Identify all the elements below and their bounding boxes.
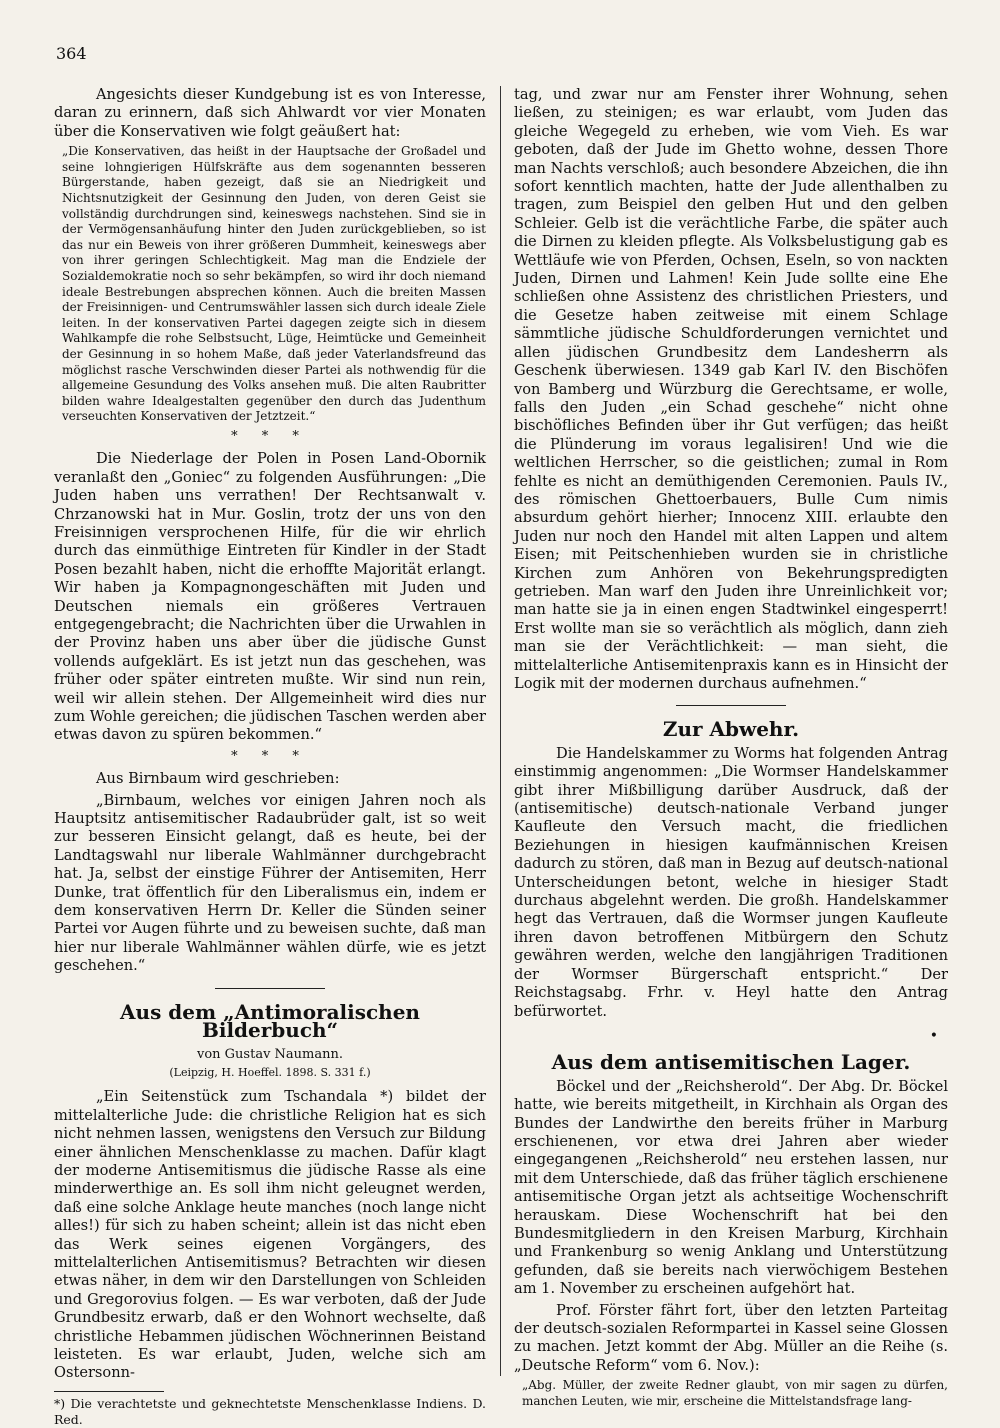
mueller-quote: „Abg. Müller, der zweite Redner glaubt, von mir sagen zu dürfen, manchen Leuten, wie mir, erscheine die Mittelstandsfrage lang-	[522, 1378, 948, 1408]
right-column	[514, 86, 948, 1412]
article-byline: von Gustav Naumann.	[196, 1046, 343, 1062]
intro-paragraph: Angesichts dieser Kundgebung ist es von Interesse, daran zu erinnern, daß sich Ahlwardt vor vier Monaten über die Konservativen wie folgt geäußert hat:	[54, 86, 486, 140]
polen-paragraph: Die Niederlage der Polen in Posen Land-Obornik veranlaßt den „Goniec“ zu folgenden Ausführungen: „Die Juden haben uns verrathen! Der Rechtsanwalt v. Chrzanowski hat in Mur. Goslin, trotz der uns von den Freisinnigen versprochenen Hilfe, für die wir ehrlich durch das einmüthige Eintreten für Kindler in der Stadt Posen bezahlt haben, nicht die erhoffte Majorität erlangt. Wir haben ja Kompagnongeschäften mit Juden und Deutschen niemals ein größeres Vertrauen entgegengebracht; die Nachrichten über die Urwahlen in der Provinz haben uns aber über die jüdische Gunst vollends aufgeklärt. Es ist jetzt nun das geschehen, was früher oder später eintreten mußte. Wir sind nun rein, weil wir allein stehen. Der Allgemeinheit wird dies nur zum Wohle gereichen; die jüdischen Taschen werden aber etwas davon zu spüren bekommen.“	[54, 450, 486, 744]
page-number: 364	[56, 44, 87, 63]
column-divider	[500, 86, 501, 1376]
section-heading-lager: Aus dem antisemitischen Lager.	[551, 1050, 911, 1075]
footnote-divider	[54, 1391, 164, 1392]
handelskammer-paragraph: Die Handelskammer zu Worms hat folgenden Antrag einstimmig angenommen: „Die Wormser Handelskammer gibt ihrer Mißbilligung darüber Ausdruck, daß der (antisemitische) deutsch-nationale Verband junger Kaufleute den Versuch macht, die friedlichen Beziehungen in hiesigen kaufmännischen Kreisen dadurch zu stören, daß man in Bezug auf deutsch-national Unterscheidungen betont, welche in hiesiger Stadt durchaus abgelehnt werden. Die großh. Handelskammer hegt das Vertrauen, daß die Wormser jungen Kaufleute ihren davon betroffenen Mitbürgern den Schutz gewähren werden, welche den langjährigen Traditionen der Wormser Bürgerschaft entspricht.“ Der Reichstagsabg. Frhr. v. Heyl hatte den Antrag befürwortet.	[514, 744, 948, 1020]
bilderbuch-paragraph: „Ein Seitenstück zum Tschandala *) bildet der mittelalterliche Jude: die christliche Religion hat es sich nicht nehmen lassen, wenigstens den Versuch zur Bildung einer ähnlichen Menschenklasse zu machen. Dafür klagt der moderne Antisemitismus die jüdische Rasse als eine minderwerthige an. Es soll ihm nicht geleugnet werden, daß eine solche Anklage heute manches (noch lange nicht alles!) für sich zu haben scheint; allein ist das nicht eben das Werk seines eigenen Vorgängers, des mittelalterlichen Antisemitismus? Betrachten wir diesen etwas näher, in dem wir den Darstellungen von Schleiden und Gregorovius folgen. — Es war verboten, daß der Jude Grundbesitz erwarb, daß er den Wohnort wechselte, daß christliche Hebammen jüdischen Wöchnerinnen Beistand leisteten. Es war erlaubt, Juden, welche sich am Ostersonn-	[54, 1088, 486, 1382]
birnbaum-intro: Aus Birnbaum wird geschrieben:	[96, 770, 340, 788]
foerster-paragraph: Prof. Förster fährt fort, über den letzten Parteitag der deutsch-sozialen Reformpartei in Kassel seine Glossen zu machen. Jetzt kommt der Abg. Müller an die Reihe (s. „Deutsche Reform“ vom 6. Nov.):	[514, 1301, 948, 1374]
boeckel-paragraph: Böckel und der „Reichsherold“. Der Abg. Dr. Böckel hatte, wie bereits mitgetheilt, in Kirchhain als Organ des Bundes der Landwirthe den bereits früher in Marburg erschienenen, vor etwa drei Jahren aber wieder eingegangenen „Reichsherold“ neu erstehen lassen, nur mit dem Unterschiede, daß das früher täglich erschienene antisemitische Organ jetzt als achtseitige Wochenschrift herauskam. Diese Wochenschrift hat bei den Bundesmitgliedern in den Kreisen Marburg, Kirchhain und Frankenburg so wenig Anklang und Unterstützung gefunden, daß sie bereits nach vierwöchigem Bestehen am 1. November zu erscheinen aufgehört hat.	[514, 1077, 948, 1298]
ahlwardt-quote: „Die Konservativen, das heißt in der Hauptsache der Großadel und seine lohngierigen Hülfskräfte aus dem sogenannten besseren Bürgerstande, haben gezeigt, daß sie an Niedrigkeit und Nichtsnutzigkeit der Gesinnung den Juden, von deren Geist sie vollständig durchdrungen sind, keineswegs nachstehen. Sind sie in der Vermögensanhäufung hinter den Juden zurückgeblieben, so ist das nur ein Beweis von ihrer größeren Dummheit, keineswegs aber von ihrer geringen Schlechtigkeit. Mag man die Endziele der Sozialdemokratie noch so sehr bekämpfen, so wird ihr doch niemand ideale Bestrebungen absprechen können. Auch die breiten Massen der Freisinnigen- und Centrumswähler lassen sich durch ideale Ziele leiten. In der konservativen Partei dagegen zeigte sich in diesem Wahlkampfe die rohe Selbstsucht, Lüge, Heimtücke und Gemeinheit der Gesinnung in so hohem Maße, daß jeder Vaterlandsfreund das möglichst rasche Verschwinden dieser Partei als nothwendig für die allgemeine Gesundung des Volks ansehen muß. Die alten Raubritter bilden wahre Idealgestalten gegenüber den durch das Judenthum verseuchten Konservativen der Jetztzeit.“	[62, 144, 486, 424]
section-separator: * * *	[231, 428, 309, 444]
article-divider-right	[676, 705, 786, 706]
section-separator-2: * * *	[231, 748, 309, 764]
footnote: *) Die verachtetste und geknechtetste Menschenklasse Indiens. D. Red.	[54, 1395, 486, 1427]
section-heading-abwehr: Zur Abwehr.	[662, 717, 800, 742]
article-pubinfo: (Leipzig, H. Hoeffel. 1898. S. 331 f.)	[169, 1065, 371, 1079]
article-heading-bilderbuch: Aus dem „Antimoralischen Bilderbuch“	[120, 999, 420, 1043]
left-column	[54, 86, 486, 1428]
decorative-dot: •	[929, 1027, 938, 1044]
article-divider	[215, 988, 325, 989]
continued-paragraph: tag, und zwar nur am Fenster ihrer Wohnung, sehen ließen, zu steinigen; es war erlaubt, vom Juden das gleiche Wegegeld zu erheben, wie vom Vieh. Es war geboten, daß der Jude im Ghetto wohne, dessen Thore man Nachts verschloß; auch besondere Abzeichen, die ihn sofort kenntlich machten, hatte der Jude allenthalben zu tragen, zum Beispiel den gelben Hut und den gelben Schleier. Gelb ist die verächtliche Farbe, die später auch die Dirnen zu kleiden pflegte. Als Volksbelustigung gab es Wettläufe wie von Pferden, Ochsen, Eseln, so von nackten Juden, Dirnen und Lahmen! Kein Jude sollte eine Ehe schließen ohne Assistenz des christlichen Priesters, und die Gesetze haben zeitweise mit einem Schlage sämmtliche jüdische Schuldforderungen vernichtet und allen jüdischen Grundbesitz dem Landesherrn als Geschenk überwiesen. 1349 gab Karl IV. den Bischöfen von Bamberg und Würzburg die Gerechtsame, er wolle, falls den Juden „ein Schad geschehe“ nicht ohne bischöfliches Befinden über ihr Gut verfügen; das heißt die Plünderung im voraus legalisiren! Und wie die weltlichen Herrscher, so die geistlichen; zumal in Rom fehlte es nicht an demüthigenden Ceremonien. Pauls IV., des römischen Ghettoerbauers, Bulle Cum nimis absurdum gehört hierher; Innocenz XIII. erlaubte den Juden nur noch den Handel mit alten Lappen und altem Eisen; mit Peitschenhieben wurden sie in christliche Kirchen zum Anhören von Bekehrungspredigten getrieben. Man warf den Juden ihre Unreinlichkeit vor; man hatte sie ja in einen engen Stadtwinkel eingesperrt! Erst wollte man sie so verächtlich als möglich, dann zieh man sie der Verächtlichkeit: — man sieht, die mittelalterliche Antisemitenpraxis kann es in Hinsicht der Logik mit der modernen durchaus aufnehmen.“	[514, 86, 948, 692]
birnbaum-quote: „Birnbaum, welches vor einigen Jahren noch als Hauptsitz antisemitischer Radaubrüder galt, ist so weit zur besseren Einsicht gelangt, daß es heute, bei der Landtagswahl nur liberale Wahlmänner durchgebracht hat. Ja, selbst der einstige Führer der Antisemiten, Herr Dunke, trat öffentlich für den Liberalismus ein, indem er dem konservativen Herrn Dr. Keller die Sünden seiner Partei vor Augen führte und zu beweisen suchte, daß man hier nur liberale Wahlmänner wählen dürfe, wie es jetzt geschehen.“	[54, 791, 486, 975]
